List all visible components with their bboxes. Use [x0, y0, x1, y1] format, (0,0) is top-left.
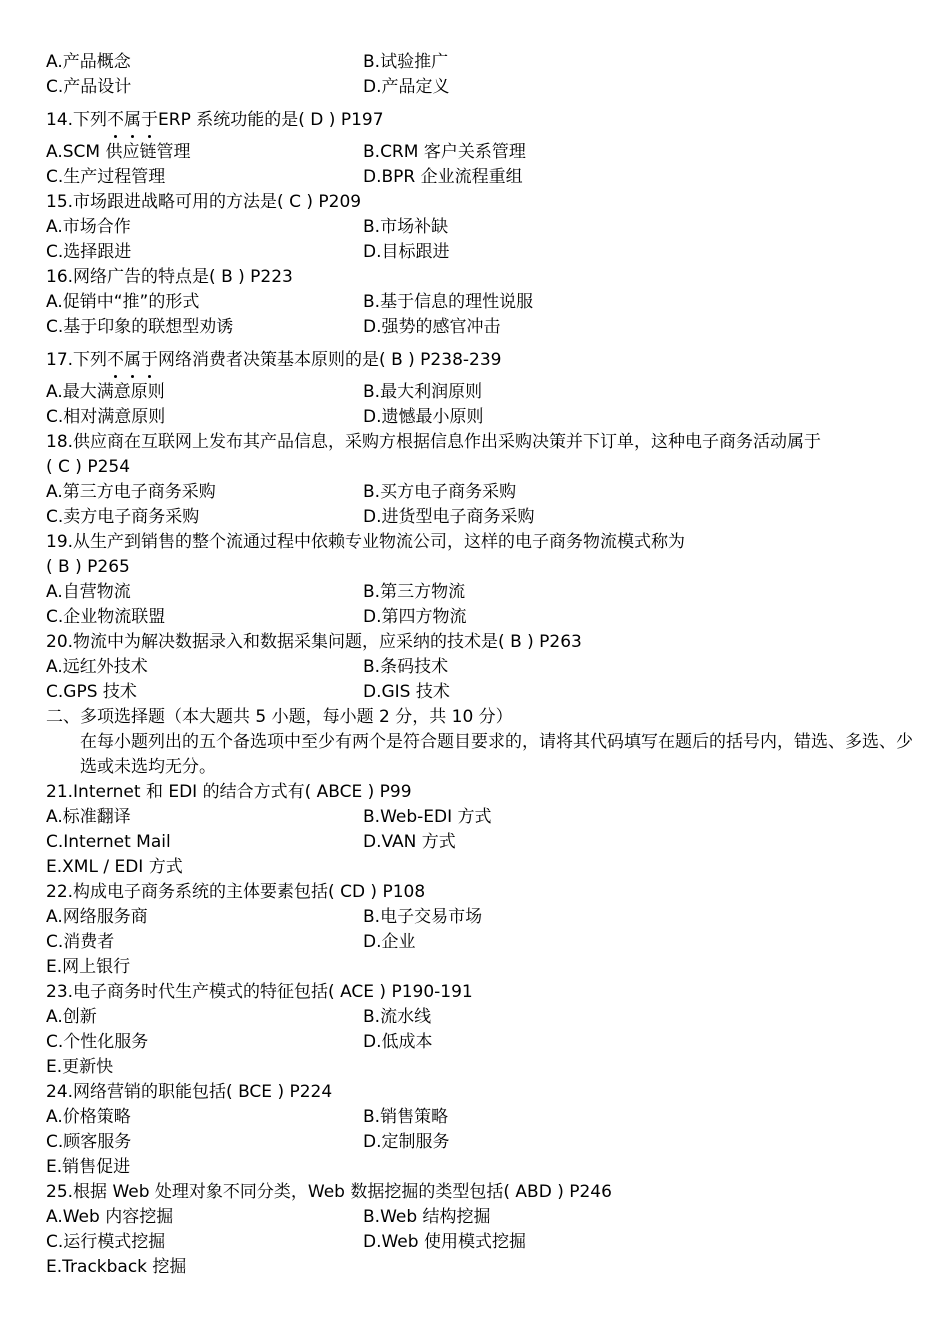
q17-emphasis — [107, 350, 158, 370]
q21-option-e: E.XML / EDI 方式 — [46, 857, 183, 877]
section-2-title: 二、多项选择题（本大题共 5 小题，每小题 2 分，共 10 分） — [46, 707, 513, 727]
q17-option-a: A.最大满意原则 — [46, 382, 165, 402]
q16-option-c: C.基于印象的联想型劝诱 — [46, 317, 234, 337]
q21-options-row-2 — [46, 830, 926, 855]
q17-stem — [46, 340, 926, 380]
q16-options-row-1 — [46, 290, 926, 315]
q17-stem-prefix: 17.下列 — [46, 350, 108, 370]
q16-stem: 16.网络广告的特点是( B ) P223 — [46, 267, 293, 287]
q21-option-b: B.Web-EDI 方式 — [363, 807, 492, 827]
q14-emphasis — [107, 110, 158, 130]
q14-options-row-2 — [46, 165, 926, 190]
q25-options-row-2 — [46, 1230, 926, 1255]
q25-option-d: D.Web 使用模式挖掘 — [363, 1232, 526, 1252]
q16-options-row-2 — [46, 315, 926, 340]
q23-options-row-2 — [46, 1030, 926, 1055]
q25-option-b: B.Web 结构挖掘 — [363, 1207, 491, 1227]
q23-stem: 23.电子商务时代生产模式的特征包括( ACE ) P190-191 — [46, 982, 473, 1002]
q13-option-b: B.试验推广 — [363, 52, 449, 72]
q25-option-a: A.Web 内容挖掘 — [46, 1207, 174, 1227]
q14-stem — [46, 100, 926, 140]
q20-stem: 20.物流中为解决数据录入和数据采集问题，应采纳的技术是( B ) P263 — [46, 632, 582, 652]
q18-options-row-2 — [46, 505, 926, 530]
q19-option-b: B.第三方物流 — [363, 582, 466, 602]
q20-options-row-1 — [46, 655, 926, 680]
q13-options-row-2 — [46, 75, 926, 100]
q14-option-b: B.CRM 客户关系管理 — [363, 142, 526, 162]
emphasis-dot — [114, 135, 117, 138]
exam-page — [46, 50, 926, 1280]
q18-stem-answer: ( C ) P254 — [46, 457, 131, 477]
q14-emphasis-text: 不属于 — [107, 110, 159, 130]
q22-option-e: E.网上银行 — [46, 957, 131, 977]
q18-option-b: B.买方电子商务采购 — [363, 482, 517, 502]
q17-emphasis-text: 不属于 — [107, 350, 159, 370]
q17-options-row-1 — [46, 380, 926, 405]
q20-option-b: B.条码技术 — [363, 657, 449, 677]
q25-options-row-1 — [46, 1205, 926, 1230]
q15-options-row-2 — [46, 240, 926, 265]
q21-stem: 21.Internet 和 EDI 的结合方式有( ABCE ) P99 — [46, 782, 412, 802]
q15-option-b: B.市场补缺 — [363, 217, 449, 237]
q13-option-d: D.产品定义 — [363, 77, 450, 97]
q18-option-c: C.卖方电子商务采购 — [46, 507, 200, 527]
q23-option-d: D.低成本 — [363, 1032, 433, 1052]
q22-option-b: B.电子交易市场 — [363, 907, 483, 927]
q24-options-row-1 — [46, 1105, 926, 1130]
q23-options-row-1 — [46, 1005, 926, 1030]
q22-stem: 22.构成电子商务系统的主体要素包括( CD ) P108 — [46, 882, 426, 902]
q21-option-c: C.Internet Mail — [46, 832, 171, 852]
emphasis-dot — [148, 135, 151, 138]
q16-option-b: B.基于信息的理性说服 — [363, 292, 534, 312]
q18-option-a: A.第三方电子商务采购 — [46, 482, 216, 502]
q18-stem: 18.供应商在互联网上发布其产品信息，采购方根据信息作出采购决策并下订单，这种电子商务活动属于 — [46, 432, 822, 452]
q16-option-a: A.促销中“推”的形式 — [46, 292, 200, 312]
q22-option-a: A.网络服务商 — [46, 907, 148, 927]
q24-options-row-2 — [46, 1130, 926, 1155]
q23-option-b: B.流水线 — [363, 1007, 432, 1027]
q19-option-c: C.企业物流联盟 — [46, 607, 166, 627]
q13-option-c: C.产品设计 — [46, 77, 132, 97]
q17-options-row-2 — [46, 405, 926, 430]
q22-option-d: D.企业 — [363, 932, 416, 952]
q14-options-row-1 — [46, 140, 926, 165]
q19-stem-answer: ( B ) P265 — [46, 557, 130, 577]
q17-option-d: D.遗憾最小原则 — [363, 407, 484, 427]
emphasis-dot — [131, 135, 134, 138]
emphasis-dot — [131, 375, 134, 378]
q14-stem-suffix: ERP 系统功能的是( D ) P197 — [158, 110, 384, 130]
q22-option-c: C.消费者 — [46, 932, 115, 952]
q22-options-row-2 — [46, 930, 926, 955]
q14-option-a: A.SCM 供应链管理 — [46, 142, 191, 162]
q24-option-b: B.销售策略 — [363, 1107, 449, 1127]
q19-options-row-1 — [46, 580, 926, 605]
q20-options-row-2 — [46, 680, 926, 705]
q19-option-d: D.第四方物流 — [363, 607, 467, 627]
q20-option-a: A.远红外技术 — [46, 657, 148, 677]
q13-options-row-1 — [46, 50, 926, 75]
section-2-instruction: 在每小题列出的五个备选项中至少有两个是符合题目要求的，请将其代码填写在题后的括号内，错选、多选、少选或未选均无分。 — [80, 732, 913, 777]
q15-option-c: C.选择跟进 — [46, 242, 132, 262]
q15-option-a: A.市场合作 — [46, 217, 131, 237]
q24-option-a: A.价格策略 — [46, 1107, 131, 1127]
q24-option-e: E.销售促进 — [46, 1157, 131, 1177]
q24-stem: 24.网络营销的职能包括( BCE ) P224 — [46, 1082, 333, 1102]
q25-option-c: C.运行模式挖掘 — [46, 1232, 166, 1252]
q24-option-d: D.定制服务 — [363, 1132, 450, 1152]
q23-option-a: A.创新 — [46, 1007, 97, 1027]
q14-option-c: C.生产过程管理 — [46, 167, 166, 187]
q22-options-row-1 — [46, 905, 926, 930]
q23-option-c: C.个性化服务 — [46, 1032, 149, 1052]
q25-option-e: E.Trackback 挖掘 — [46, 1257, 187, 1277]
q21-option-a: A.标准翻译 — [46, 807, 131, 827]
q17-stem-suffix: 网络消费者决策基本原则的是( B ) P238-239 — [158, 350, 502, 370]
q21-options-row-1 — [46, 805, 926, 830]
q19-options-row-2 — [46, 605, 926, 630]
q20-option-c: C.GPS 技术 — [46, 682, 137, 702]
q15-stem: 15.市场跟进战略可用的方法是( C ) P209 — [46, 192, 362, 212]
q19-option-a: A.自营物流 — [46, 582, 131, 602]
q15-options-row-1 — [46, 215, 926, 240]
q24-option-c: C.顾客服务 — [46, 1132, 132, 1152]
q18-options-row-1 — [46, 480, 926, 505]
q13-option-a: A.产品概念 — [46, 52, 131, 72]
q16-option-d: D.强势的感官冲击 — [363, 317, 501, 337]
q15-option-d: D.目标跟进 — [363, 242, 450, 262]
q20-option-d: D.GIS 技术 — [363, 682, 450, 702]
emphasis-dot — [114, 375, 117, 378]
q23-option-e: E.更新快 — [46, 1057, 114, 1077]
q17-option-b: B.最大利润原则 — [363, 382, 483, 402]
q17-option-c: C.相对满意原则 — [46, 407, 166, 427]
q21-option-d: D.VAN 方式 — [363, 832, 456, 852]
q18-option-d: D.进货型电子商务采购 — [363, 507, 535, 527]
q14-option-d: D.BPR 企业流程重组 — [363, 167, 523, 187]
emphasis-dot — [148, 375, 151, 378]
q14-stem-prefix: 14.下列 — [46, 110, 108, 130]
q25-stem: 25.根据 Web 处理对象不同分类，Web 数据挖掘的类型包括( ABD ) P246 — [46, 1182, 612, 1202]
q19-stem: 19.从生产到销售的整个流通过程中依赖专业物流公司，这样的电子商务物流模式称为 — [46, 532, 686, 552]
